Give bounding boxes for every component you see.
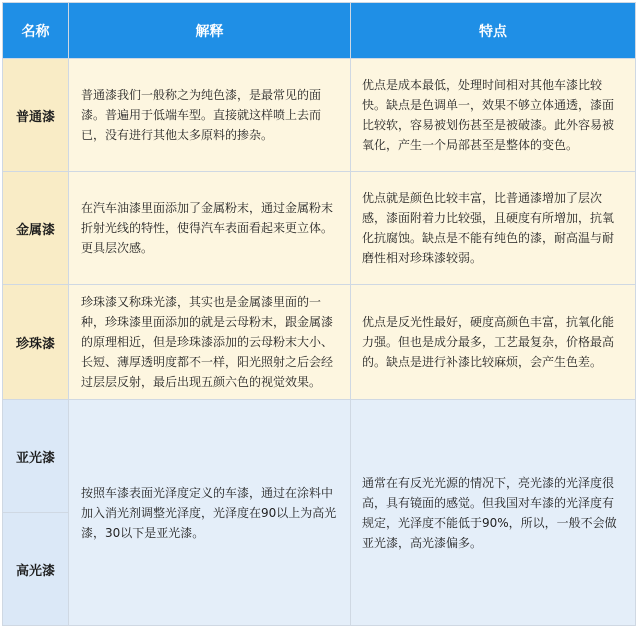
row-description <box>69 285 351 400</box>
row-name: 金属漆 <box>3 172 69 285</box>
gloss-description-text: 按照车漆表面光泽度定义的车漆，通过在涂料中加入消光剂调整光泽度，光泽度在90以上为高光漆，30以下是亚光漆。 <box>81 485 337 540</box>
row-name-high: 高光漆 <box>3 513 69 626</box>
row-feature-text: 优点是反光性最好，硬度高颜色丰富，抗氧化能力强。但也是成分最多，工艺最复杂，价格最高的。缺点是进行补漆比较麻烦，会产生色差。 <box>362 315 615 369</box>
gloss-feature-text: 通常在有反光光源的情况下，亮光漆的光泽度很高，具有镜面的感觉。但我国对车漆的光泽度有规定，光泽度不能低于90%，所以，一般不会做亚光漆，高光漆偏多。 <box>362 475 617 550</box>
row-description-text: 在汽车油漆里面添加了金属粉末，通过金属粉末折射光线的特性，使得汽车表面看起来更立体。更具层次感。 <box>81 201 334 255</box>
table-header-row <box>3 3 636 59</box>
table-row-matte <box>3 400 636 513</box>
header-description: 解释 <box>69 3 351 59</box>
table-row <box>3 59 636 172</box>
row-description <box>69 172 351 285</box>
header-name: 名称 <box>3 3 69 59</box>
gloss-description <box>69 400 351 626</box>
row-description-text: 普通漆我们一般称之为纯色漆，是最常见的面漆。普遍用于低端车型。直接就这样喷上去而已，没有进行其他太多原料的掺杂。 <box>81 88 322 142</box>
header-feature: 特点 <box>351 3 636 59</box>
row-name: 普通漆 <box>3 59 69 172</box>
row-name-matte: 亚光漆 <box>3 400 69 513</box>
row-feature <box>351 59 636 172</box>
row-feature-text: 优点是成本最低，处理时间相对其他车漆比较快。缺点是色调单一，效果不够立体通透，漆面比较软，容易被划伤甚至是被破漆。此外容易被氧化，产生一个局部甚至是整体的变色。 <box>362 78 615 152</box>
row-feature <box>351 285 636 400</box>
row-feature <box>351 172 636 285</box>
row-description-text: 珍珠漆又称珠光漆，其实也是金属漆里面的一种，珍珠漆里面添加的就是云母粉末，跟金属漆的原理相近，但是珍珠漆添加的云母粉末大小、长短、薄厚透明度都不一样，阳光照射之后会经过层层反射，最后出现五颜六色的视觉效果。 <box>81 295 334 389</box>
paint-comparison-table <box>2 2 636 626</box>
table-row <box>3 172 636 285</box>
table-row <box>3 285 636 400</box>
row-feature-text: 优点就是颜色比较丰富，比普通漆增加了层次感，漆面附着力比较强，且硬度有所增加，抗氧化抗腐蚀。缺点是不能有纯色的漆，耐高温与耐磨性相对珍珠漆较弱。 <box>362 191 615 265</box>
row-description <box>69 59 351 172</box>
row-name: 珍珠漆 <box>3 285 69 400</box>
gloss-feature <box>351 400 636 626</box>
